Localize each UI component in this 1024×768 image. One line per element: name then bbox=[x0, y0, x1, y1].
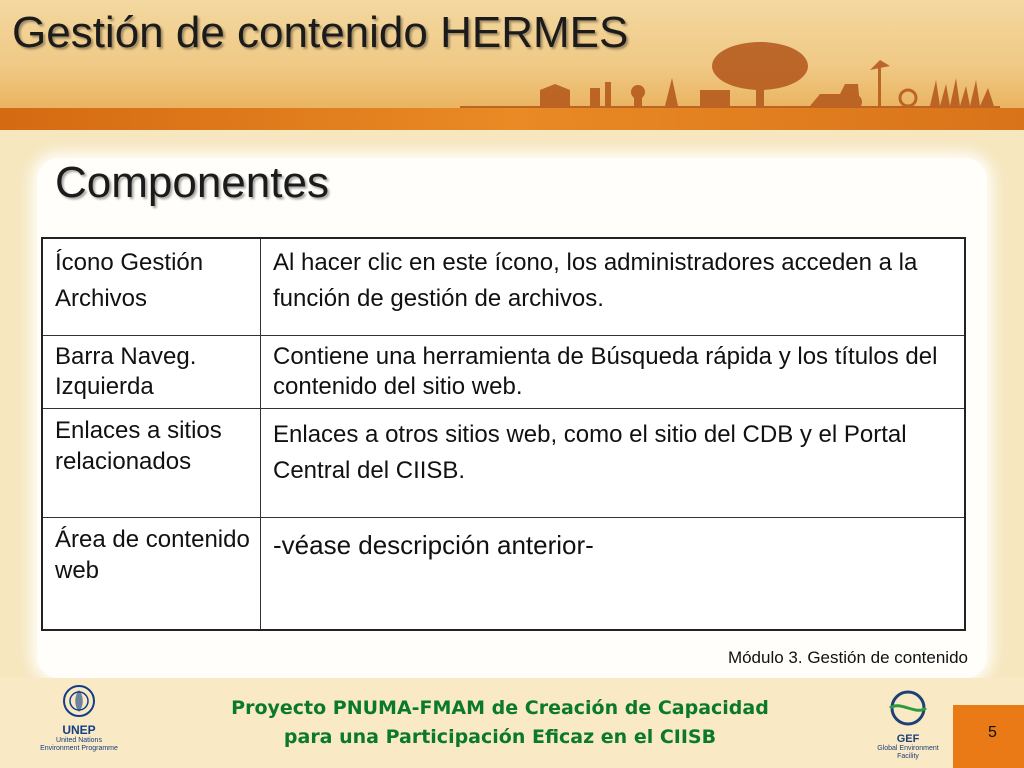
component-description: Al hacer clic en este ícono, los administradores acceden a la función de gestión de archivos. bbox=[261, 238, 966, 336]
component-description: Contiene una herramienta de Búsqueda rápida y los títulos del contenido del sitio web. bbox=[261, 336, 966, 409]
components-table bbox=[41, 237, 966, 631]
component-description: Enlaces a otros sitios web, como el sitio del CDB y el Portal Central del CIISB. bbox=[261, 409, 966, 518]
header-band bbox=[0, 108, 1024, 130]
component-name: Área de contenido web bbox=[42, 518, 261, 631]
footer-project-text bbox=[140, 694, 860, 752]
unep-logo bbox=[34, 684, 124, 766]
gef-globe-icon bbox=[884, 688, 932, 728]
component-name: Enlaces a sitios relacionados bbox=[42, 409, 261, 518]
table-row bbox=[42, 336, 965, 409]
footer-line2: para una Participación Eficaz en el CIISB bbox=[283, 726, 717, 748]
gef-name: GEF bbox=[896, 733, 920, 745]
table-row bbox=[42, 238, 965, 336]
unep-sub-line2: Environment Programme bbox=[40, 745, 118, 752]
component-name: Barra Naveg. Izquierda bbox=[42, 336, 261, 409]
unep-name: UNEP bbox=[62, 723, 96, 737]
unep-emblem-icon bbox=[62, 684, 96, 718]
gef-sub-line1: Global Environment bbox=[877, 745, 939, 752]
component-description: -véase descripción anterior- bbox=[261, 518, 966, 631]
page-number: 5 bbox=[988, 724, 997, 741]
table-row bbox=[42, 409, 965, 518]
gef-logo bbox=[868, 688, 948, 766]
component-name: Ícono Gestión Archivos bbox=[42, 238, 261, 336]
gef-sub-line2: Facility bbox=[897, 753, 919, 760]
unep-sub-line1: United Nations bbox=[56, 737, 102, 744]
footer-line1: Proyecto PNUMA-FMAM de Creación de Capacidad bbox=[231, 697, 769, 719]
module-label: Módulo 3. Gestión de contenido bbox=[727, 648, 968, 667]
table-row bbox=[42, 518, 965, 631]
section-title: Componentes bbox=[55, 158, 329, 207]
slide-title: Gestión de contenido HERMES bbox=[12, 8, 629, 57]
